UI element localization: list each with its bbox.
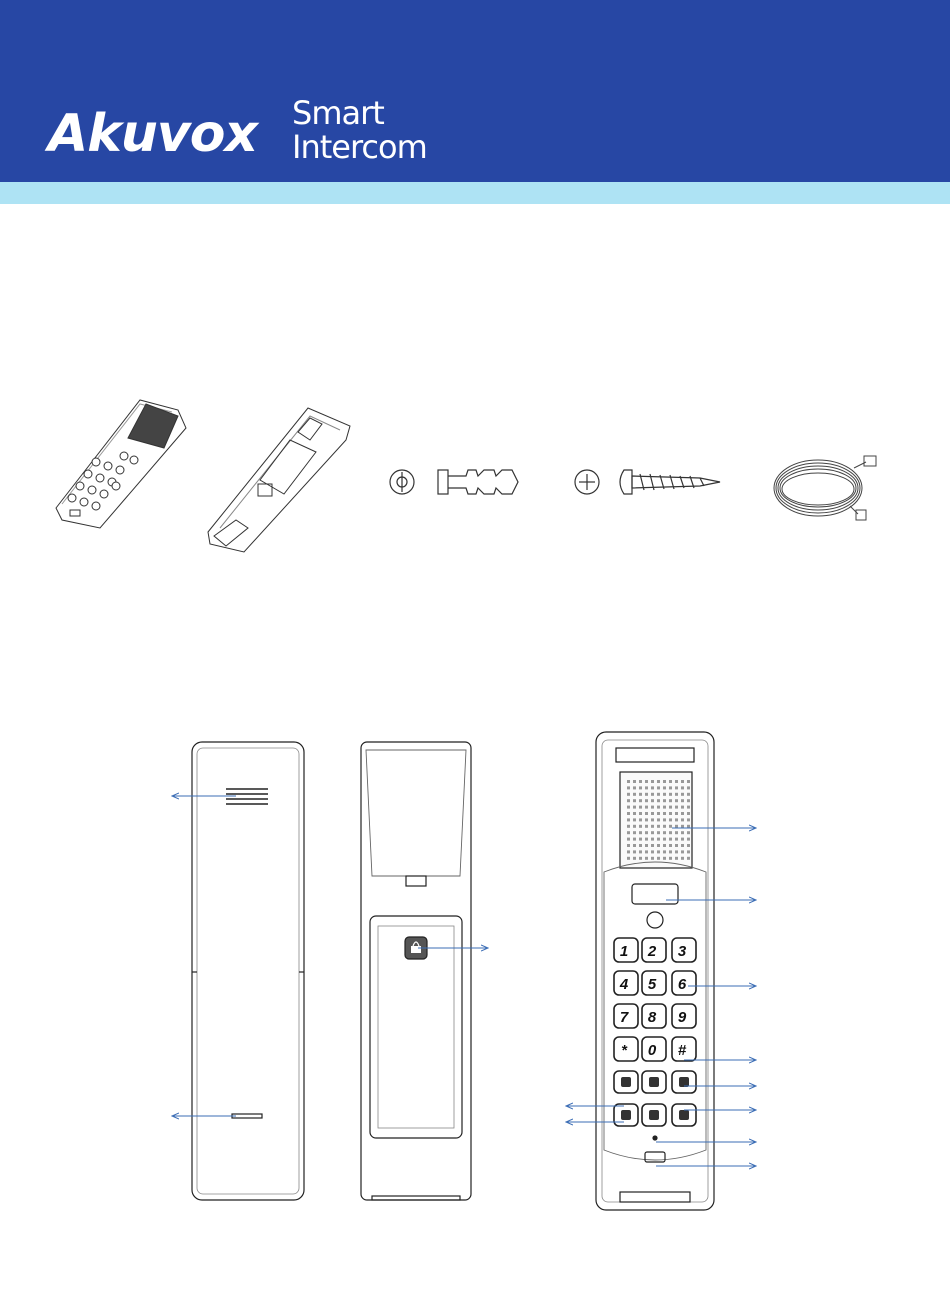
grille-hole bbox=[675, 812, 678, 815]
grille-hole bbox=[645, 793, 648, 796]
grille-hole bbox=[663, 838, 666, 841]
grille-hole bbox=[651, 850, 654, 853]
coiled-cable-icon bbox=[774, 456, 876, 520]
grille-hole bbox=[627, 780, 630, 783]
brand-logo: Akuvox bbox=[48, 104, 258, 164]
grille-hole bbox=[669, 780, 672, 783]
grille-hole bbox=[633, 799, 636, 802]
grille-hole bbox=[639, 806, 642, 809]
grille-hole bbox=[639, 857, 642, 860]
grille-hole bbox=[645, 850, 648, 853]
key-label: * bbox=[621, 1042, 627, 1059]
grille-hole bbox=[651, 786, 654, 789]
grille-hole bbox=[639, 812, 642, 815]
grille-hole bbox=[639, 818, 642, 821]
grille-hole bbox=[633, 812, 636, 815]
grille-hole bbox=[639, 838, 642, 841]
tagline-line-1: Smart bbox=[292, 94, 384, 132]
grille-hole bbox=[657, 786, 660, 789]
grille-hole bbox=[627, 844, 630, 847]
grille-hole bbox=[675, 844, 678, 847]
grille-hole bbox=[663, 857, 666, 860]
grille-hole bbox=[687, 812, 690, 815]
grille-hole bbox=[669, 850, 672, 853]
grille-hole bbox=[639, 844, 642, 847]
grille-hole bbox=[645, 786, 648, 789]
screw-icon bbox=[575, 470, 720, 494]
grille-hole bbox=[681, 812, 684, 815]
grille-hole bbox=[651, 831, 654, 834]
grille-hole bbox=[687, 844, 690, 847]
grille-hole bbox=[633, 844, 636, 847]
key-label: 9 bbox=[677, 1009, 687, 1026]
grille-hole bbox=[687, 806, 690, 809]
grille-hole bbox=[645, 780, 648, 783]
handset-front-view bbox=[596, 732, 714, 1210]
key-label: 3 bbox=[677, 943, 687, 960]
grille-hole bbox=[681, 799, 684, 802]
rear-vent-slot bbox=[232, 1114, 262, 1118]
grille-hole bbox=[663, 806, 666, 809]
grille-hole bbox=[645, 825, 648, 828]
grille-hole bbox=[645, 844, 648, 847]
grille-hole bbox=[627, 825, 630, 828]
key-label: 0 bbox=[647, 1042, 657, 1059]
grille-hole bbox=[651, 825, 654, 828]
key-label: 8 bbox=[647, 1009, 657, 1026]
grille-hole bbox=[681, 831, 684, 834]
grille-hole bbox=[669, 838, 672, 841]
grille-hole bbox=[681, 844, 684, 847]
grille-hole bbox=[627, 818, 630, 821]
grille-hole bbox=[657, 806, 660, 809]
grille-hole bbox=[657, 812, 660, 815]
grille-hole bbox=[627, 850, 630, 853]
grille-hole bbox=[657, 818, 660, 821]
grille-hole bbox=[633, 806, 636, 809]
grille-hole bbox=[663, 825, 666, 828]
grille-hole bbox=[687, 780, 690, 783]
grille-hole bbox=[687, 831, 690, 834]
grille-hole bbox=[675, 786, 678, 789]
key-label: 6 bbox=[677, 976, 687, 993]
grille-hole bbox=[669, 831, 672, 834]
grille-hole bbox=[657, 850, 660, 853]
grille-hole bbox=[681, 818, 684, 821]
grille-hole bbox=[669, 793, 672, 796]
grille-hole bbox=[675, 806, 678, 809]
grille-hole bbox=[657, 857, 660, 860]
grille-hole bbox=[687, 799, 690, 802]
grille-hole bbox=[645, 831, 648, 834]
grille-hole bbox=[675, 825, 678, 828]
volume-down-icon-glyph bbox=[621, 1077, 631, 1087]
grille-hole bbox=[633, 831, 636, 834]
grille-hole bbox=[681, 838, 684, 841]
grille-hole bbox=[651, 793, 654, 796]
grille-hole bbox=[669, 825, 672, 828]
tagline-line-2: Intercom bbox=[292, 128, 427, 166]
grille-hole bbox=[639, 780, 642, 783]
grille-hole bbox=[669, 786, 672, 789]
grille-hole bbox=[639, 799, 642, 802]
grille-hole bbox=[645, 799, 648, 802]
grille-hole bbox=[645, 857, 648, 860]
grille-hole bbox=[639, 793, 642, 796]
wall-anchor-icon bbox=[390, 470, 518, 494]
grille-hole bbox=[681, 857, 684, 860]
key-label: # bbox=[677, 1042, 687, 1059]
grille-hole bbox=[663, 786, 666, 789]
grille-hole bbox=[657, 838, 660, 841]
grille-hole bbox=[633, 850, 636, 853]
contacts-icon-glyph bbox=[679, 1110, 689, 1120]
grille-hole bbox=[681, 850, 684, 853]
grille-hole bbox=[627, 799, 630, 802]
mute-icon-glyph bbox=[649, 1077, 659, 1087]
grille-hole bbox=[669, 806, 672, 809]
grille-hole bbox=[651, 812, 654, 815]
handset-back-icon bbox=[208, 408, 350, 552]
grille-hole bbox=[633, 825, 636, 828]
grille-hole bbox=[687, 857, 690, 860]
grille-hole bbox=[657, 844, 660, 847]
grille-hole bbox=[633, 818, 636, 821]
grille-hole bbox=[639, 850, 642, 853]
grille-hole bbox=[657, 831, 660, 834]
grille-hole bbox=[639, 831, 642, 834]
grille-hole bbox=[627, 786, 630, 789]
grille-hole bbox=[687, 825, 690, 828]
grille-hole bbox=[651, 818, 654, 821]
grille-hole bbox=[639, 786, 642, 789]
redial-icon-glyph bbox=[621, 1110, 631, 1120]
grille-hole bbox=[681, 793, 684, 796]
grille-hole bbox=[669, 799, 672, 802]
grille-hole bbox=[639, 825, 642, 828]
key-label: 1 bbox=[619, 943, 629, 960]
grille-hole bbox=[663, 818, 666, 821]
grille-hole bbox=[627, 793, 630, 796]
grille-hole bbox=[651, 780, 654, 783]
grille-hole bbox=[675, 799, 678, 802]
grille-hole bbox=[663, 793, 666, 796]
grille-hole bbox=[633, 780, 636, 783]
grille-hole bbox=[651, 799, 654, 802]
grille-hole bbox=[633, 786, 636, 789]
grille-hole bbox=[627, 831, 630, 834]
grille-hole bbox=[633, 857, 636, 860]
grille-hole bbox=[675, 850, 678, 853]
key-label: 2 bbox=[647, 943, 657, 960]
handset-bracket-view bbox=[361, 742, 471, 1200]
grille-hole bbox=[687, 850, 690, 853]
grille-hole bbox=[651, 857, 654, 860]
unlock-key-icon-glyph bbox=[649, 1110, 659, 1120]
grille-hole bbox=[663, 844, 666, 847]
grille-hole bbox=[645, 806, 648, 809]
handset-front-icon bbox=[56, 400, 186, 528]
grille-hole bbox=[651, 838, 654, 841]
grille-hole bbox=[681, 780, 684, 783]
grille-hole bbox=[651, 844, 654, 847]
grille-hole bbox=[669, 844, 672, 847]
grille-hole bbox=[633, 838, 636, 841]
grille-hole bbox=[657, 780, 660, 783]
grille-hole bbox=[663, 850, 666, 853]
grille-hole bbox=[681, 825, 684, 828]
keypad bbox=[614, 938, 696, 1126]
grille-hole bbox=[633, 793, 636, 796]
grille-hole bbox=[657, 825, 660, 828]
grille-hole bbox=[675, 780, 678, 783]
grille-hole bbox=[687, 838, 690, 841]
grille-hole bbox=[669, 857, 672, 860]
grille-hole bbox=[663, 799, 666, 802]
grille-hole bbox=[627, 806, 630, 809]
grille-hole bbox=[657, 793, 660, 796]
handset-rear-view bbox=[192, 742, 304, 1200]
grille-hole bbox=[627, 838, 630, 841]
grille-hole bbox=[645, 812, 648, 815]
grille-hole bbox=[687, 818, 690, 821]
grille-hole bbox=[645, 818, 648, 821]
grille-hole bbox=[681, 806, 684, 809]
grille-hole bbox=[675, 838, 678, 841]
grille-hole bbox=[687, 793, 690, 796]
grille-hole bbox=[669, 818, 672, 821]
grille-hole bbox=[663, 831, 666, 834]
grille-hole bbox=[675, 793, 678, 796]
grille-hole bbox=[681, 786, 684, 789]
grille-hole bbox=[675, 831, 678, 834]
grille-hole bbox=[657, 799, 660, 802]
grille-hole bbox=[675, 818, 678, 821]
grille-hole bbox=[645, 838, 648, 841]
grille-hole bbox=[663, 812, 666, 815]
grille-hole bbox=[627, 857, 630, 860]
key-label: 5 bbox=[647, 976, 657, 993]
grille-hole bbox=[687, 786, 690, 789]
grille-hole bbox=[675, 857, 678, 860]
grille-hole bbox=[663, 780, 666, 783]
key-label: 4 bbox=[619, 976, 629, 993]
grille-hole bbox=[627, 812, 630, 815]
key-label: 7 bbox=[619, 1009, 629, 1026]
grille-hole bbox=[669, 812, 672, 815]
grille-hole bbox=[651, 806, 654, 809]
